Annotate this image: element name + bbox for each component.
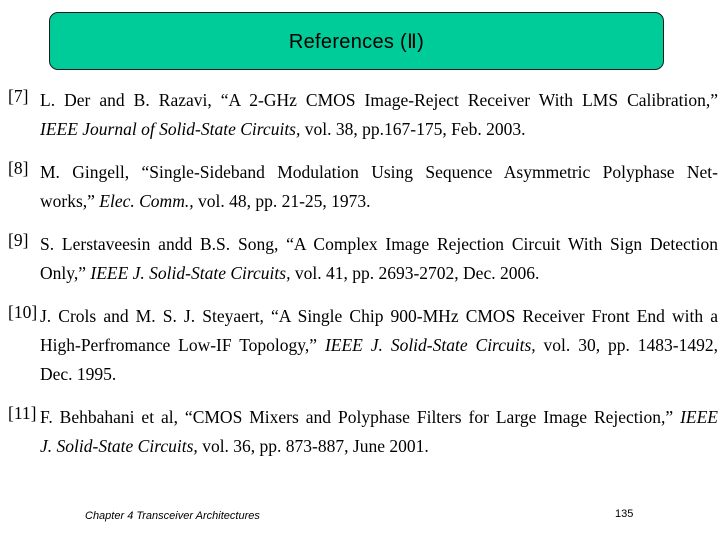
journal-name: Elec. Comm., (99, 191, 194, 211)
journal-name: J. Solid-State Circuits, (40, 436, 198, 456)
reference-item (8, 302, 718, 389)
journal-name: IEEE (680, 407, 718, 427)
reference-item (8, 403, 718, 461)
reference-line: S. Lerstaveesin andd B.S. Song, “A Complex Image Rejection Circuit With Sign Detection (40, 234, 718, 254)
reference-number: [7] (8, 86, 29, 106)
reference-line: M. Gingell, “Single-Sideband Modulation Using Sequence Asymmetric Polyphase Net- (40, 162, 718, 182)
journal-name: IEEE J. Solid-State Circuits, (324, 335, 536, 355)
reference-line: IEEE Journal of Solid-State Circuits, vol. 38, pp.167-175, Feb. 2003. (40, 119, 526, 139)
reference-number: [10] (8, 302, 38, 322)
reference-line: Only,” IEEE J. Solid-State Circuits, vol. 41, pp. 2693-2702, Dec. 2006. (40, 263, 540, 283)
reference-number: [11] (8, 403, 37, 423)
title-banner (49, 12, 664, 70)
reference-line: J. Crols and M. S. J. Steyaert, “A Single Chip 900-MHz CMOS Receiver Front End with a (40, 306, 718, 326)
reference-list (8, 86, 718, 461)
footer-chapter: Chapter 4 Transceiver Architectures (85, 510, 260, 522)
reference-line: works,” Elec. Comm., vol. 48, pp. 21-25, 1973. (40, 191, 371, 211)
reference-number: [8] (8, 158, 29, 178)
reference-item (8, 158, 718, 216)
reference-line: High-Perfromance Low-IF Topology,” IEEE J. Solid-State Circuits, vol. 30, pp. 1483-1492, (40, 335, 718, 355)
journal-name: IEEE J. Solid-State Circuits, (90, 263, 291, 283)
reference-line: J. Solid-State Circuits, vol. 36, pp. 873-887, June 2001. (40, 436, 429, 456)
reference-line: Dec. 1995. (40, 364, 117, 384)
journal-name: IEEE Journal of Solid-State Circuits, (40, 119, 301, 139)
reference-item (8, 230, 718, 288)
page-number: 135 (615, 508, 634, 520)
reference-line: L. Der and B. Razavi, “A 2-GHz CMOS Image-Reject Receiver With LMS Calibration,” (40, 90, 718, 110)
reference-line: F. Behbahani et al, “CMOS Mixers and Polyphase Filters for Large Image Rejection,” IEEE (40, 407, 718, 427)
reference-number: [9] (8, 230, 29, 250)
reference-item (8, 86, 718, 144)
slide-title: References (Ⅱ) (288, 30, 425, 53)
